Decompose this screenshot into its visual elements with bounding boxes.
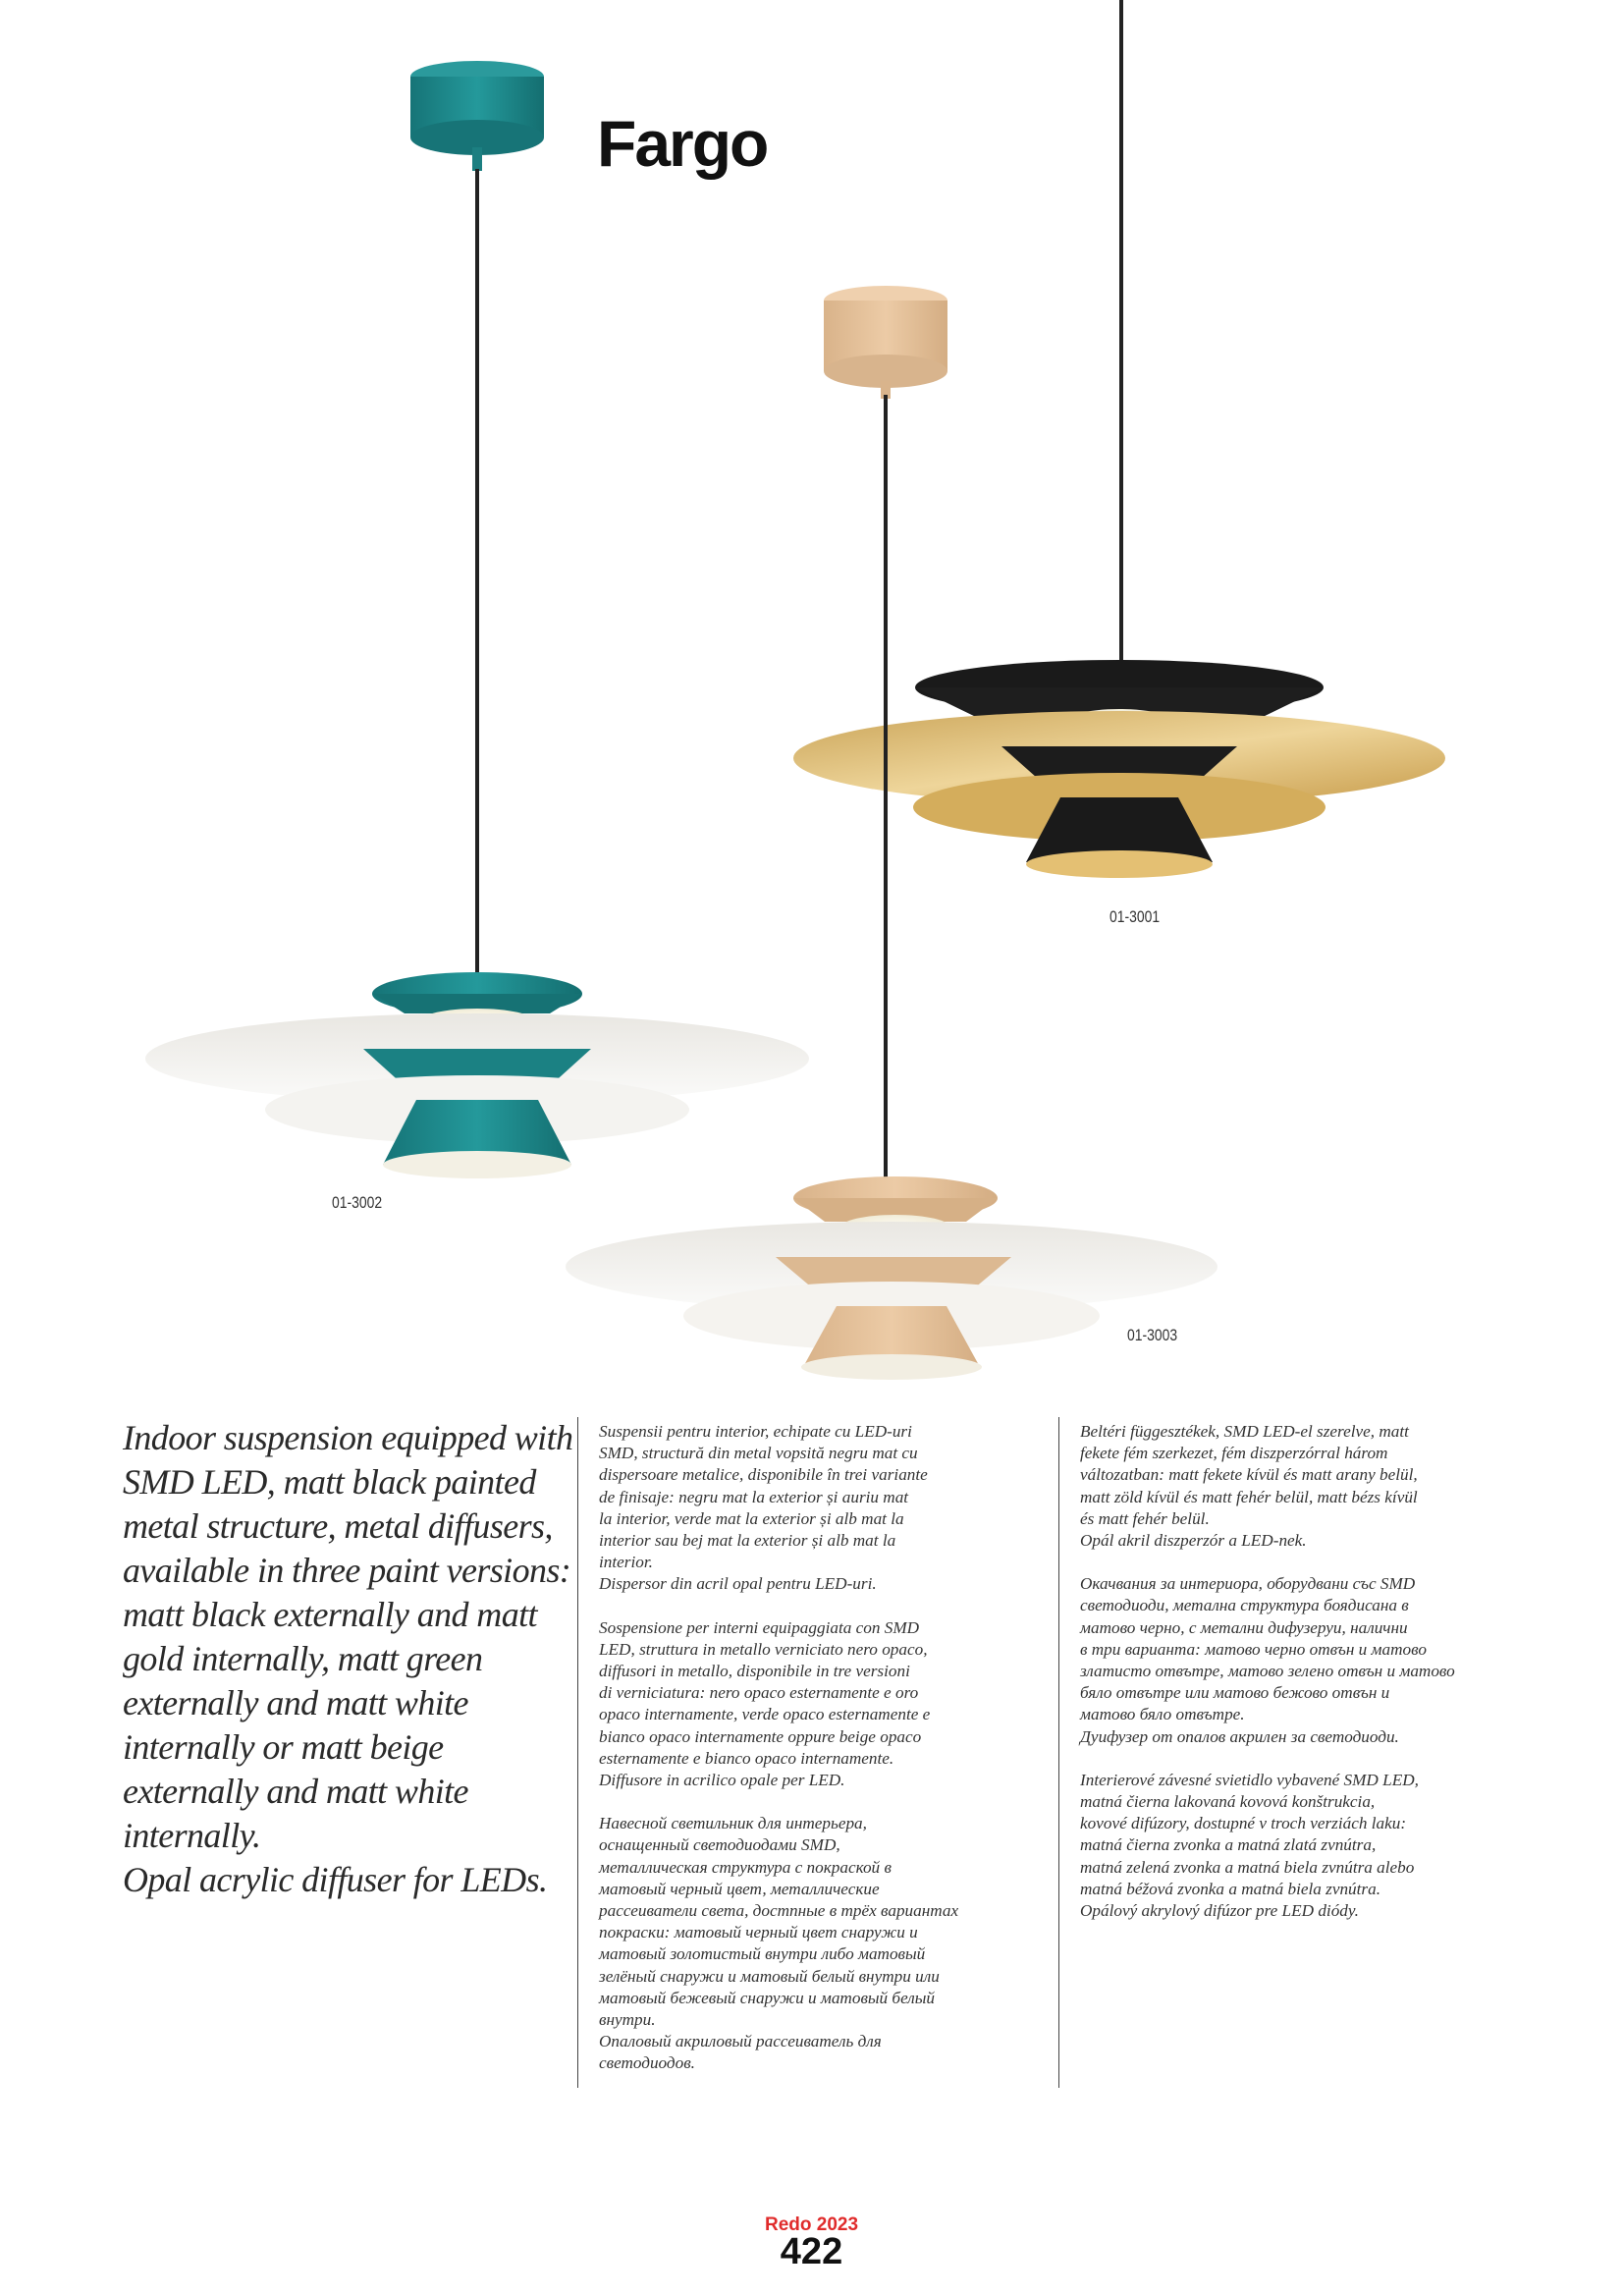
- lamp-green: [145, 61, 809, 1178]
- product-code-green: 01-3002: [332, 1193, 383, 1212]
- description-english-diffuser: Opal acrylic diffuser for LEDs.: [123, 1860, 548, 1899]
- product-code-black-gold: 01-3001: [1109, 907, 1161, 926]
- footer-brand: Redo 2023: [764, 2214, 859, 2235]
- description-english: [123, 1416, 574, 1902]
- description-italian: Sospensione per interni equipaggiata con SMD LED, struttura in metallo verniciato nero opaco, diffusori in metallo, disponibile in tre versioni di verniciatura: nero opaco esternamente e oro opaco internamente, verde opaco esternamente e bianco opaco internamente oppure beige opaco esternamente e bianco opaco internamente. Diffusore in acrilico opale per LED.: [599, 1617, 931, 1790]
- description-romanian: Suspensii pentru interior, echipate cu LED-uri SMD, structură din metal vopsită negru mat cu dispersoare metalice, disponibile în trei variante de finisaje: negru mat la exterior și auriu mat la interior, verde mat la exterior și alb mat la interior sau bej mat la exterior și alb mat la interior. Dispersor din acril opal pentru LED-uri.: [599, 1422, 928, 1594]
- column-divider-1: [577, 1417, 578, 2088]
- product-code-beige: 01-3003: [1127, 1326, 1178, 1344]
- lamp-black-gold: [793, 0, 1445, 878]
- description-english-main: Indoor suspension equipped with SMD LED, matt black painted metal structure, metal diffusers, available in three paint versions: matt black externally and matt gold internally, matt green externally and matt white internally or matt beige externally and matt white internally.: [123, 1418, 573, 1855]
- product-title: Fargo: [597, 107, 768, 180]
- description-bulgarian: Окачвания за интериора, оборудвани със SMD светодиоди, метална структура боядисана в матово черно, с метални дифузеруи, налични в три варианта: матово черно отвън и матово златисто отвътре, матово зелено отвън и матово бяло отвътре или матово бежово отвън и матово бяло отвътре. Дуифузер от опалов акрилен за светодиоди.: [1080, 1574, 1455, 1746]
- description-slovak: Interierové závesné svietidlo vybavené SMD LED, matná čierna lakovaná kovová konštrukcia, kovové difúzory, dostupné v troch verziách laku: matná čierna zvonka a matná zlatá zvnútra, matná zelená zvonka a matná biela zvnútra alebo matná béžová zvonka a matná biela zvnútra. Opálový akrylový difúzor pre LED diódy.: [1080, 1770, 1419, 1921]
- description-hungarian: Beltéri függesztékek, SMD LED-el szerelve, matt fekete fém szerkezet, fém diszperzórral három változatban: matt fekete kívül és matt arany belül, matt zöld kívül és matt fehér belül, matt bézs kívül és matt fehér belül. Opál akril diszperzór a LED-nek.: [1080, 1422, 1418, 1551]
- page-number: 422: [780, 2231, 843, 2272]
- description-column-2: [599, 1421, 1060, 2097]
- description-russian: Навесной светильник для интерьера, оснащенный светодиодами SMD, металлическая структура с покраской в матовый черный цвет, металлические рассеиватели света, достпные в трёх вариантах покраски: матовый черный цвет снаружи и матовый золотистый внутри либо матовый зелёный снаружи и матовый белый внутри или матовый бежевый снаружи и матовый белый внутри. Опаловый акриловый рассеиватель для светодиодов.: [599, 1814, 959, 2073]
- column-divider-2: [1058, 1417, 1059, 2088]
- description-column-3: [1080, 1421, 1542, 1943]
